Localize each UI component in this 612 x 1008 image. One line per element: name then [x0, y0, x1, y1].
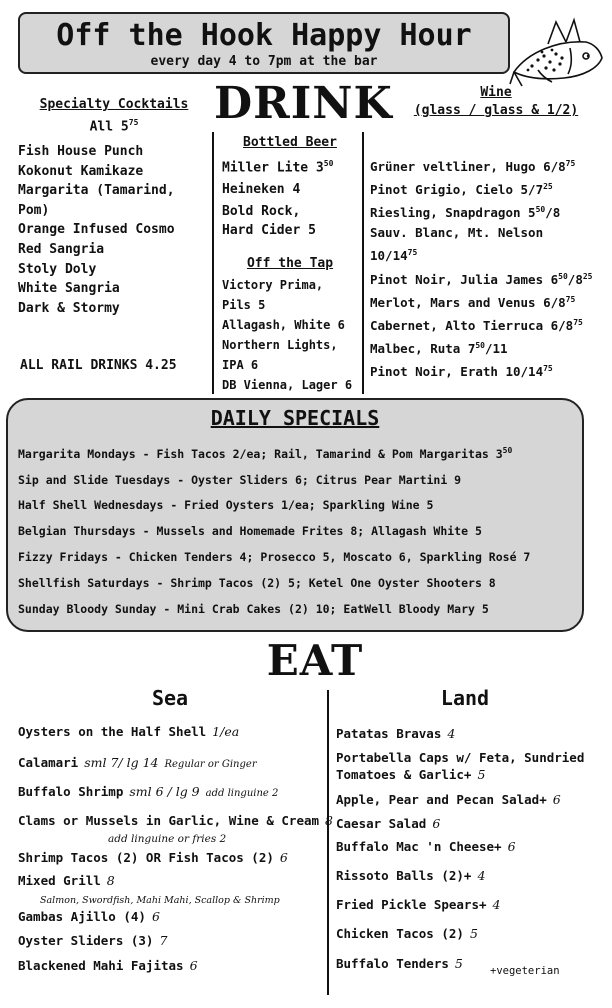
- land-item: [336, 816, 440, 831]
- header-banner: [18, 12, 510, 74]
- eat-heading: EAT: [266, 636, 364, 685]
- special-item-text: Sip and Slide Tuesdays - Oyster Sliders 6; Citrus Pear Martini 9: [18, 472, 462, 487]
- land-item-name: Fried Pickle Spears+: [336, 897, 487, 912]
- price-superscript: 75: [407, 248, 418, 258]
- tap-item: Allagash, White 6: [222, 318, 345, 332]
- special-item-text: Margarita Mondays - Fish Tacos 2/ea; Rail, Tamarind & Pom Margaritas 3: [18, 446, 503, 461]
- cocktail-item: Red Sangria: [18, 241, 105, 257]
- tap-item: Pils 5: [222, 298, 266, 312]
- wine-item: [370, 154, 593, 177]
- land-item-price: 5: [469, 926, 478, 941]
- sea-item: [18, 724, 239, 739]
- sea-item-price: 6: [189, 958, 198, 973]
- price-superscript: 50: [535, 205, 546, 215]
- cocktail-item: Margarita (Tamarind,: [18, 183, 175, 199]
- price-superscript: 50: [323, 159, 334, 168]
- wine-item: [370, 336, 593, 359]
- wine-item-text: Cabernet, Alto Tierruca 6/8: [370, 318, 574, 334]
- cocktails-price-sup: 75: [128, 118, 139, 127]
- sea-item-name: Shrimp Tacos (2) OR Fish Tacos (2): [18, 850, 274, 865]
- special-item: [18, 438, 530, 468]
- special-item-text: Half Shell Wednesdays - Fried Oysters 1/ea; Sparkling Wine 5: [18, 498, 434, 513]
- on-tap-heading: Off the Tap: [246, 256, 334, 271]
- sea-item-price: 6: [279, 850, 288, 865]
- land-item-name: Portabella Caps w/ Feta, Sundried: [336, 750, 585, 765]
- wine-item: [370, 290, 593, 313]
- daily-specials-panel: [6, 398, 584, 632]
- bottled-beer-heading: Bottled Beer: [243, 135, 337, 150]
- price-superscript: 75: [565, 294, 576, 304]
- cocktail-item: Pom): [18, 202, 50, 218]
- sea-item-name: Mixed Grill: [18, 873, 101, 888]
- sea-item: [18, 850, 288, 865]
- wine-item-text: Sauv. Blanc, Mt. Nelson: [370, 225, 544, 241]
- sea-item-name: Calamari: [18, 755, 79, 770]
- beer-item: [222, 202, 333, 222]
- price-superscript: 75: [565, 159, 576, 168]
- wine-subtitle: (glass / glass & 1/2): [413, 103, 579, 118]
- cocktail-item: Stoly Doly: [18, 261, 97, 277]
- special-item-text: Fizzy Fridays - Chicken Tenders 4; Prosecco 5, Moscato 6, Sparkling Rosé 7: [18, 550, 531, 565]
- price-superscript: 50: [558, 271, 568, 281]
- land-item: [336, 868, 485, 883]
- sea-item-price: 1/ea: [212, 724, 240, 739]
- sea-item-note: add linguine 2: [205, 788, 279, 799]
- land-item: [336, 839, 516, 854]
- wine-item-text: Pinot Grigio, Cielo 5/7: [370, 182, 544, 198]
- sea-item-note: Regular or Ginger: [164, 759, 257, 770]
- cocktails-list: [18, 142, 175, 318]
- wine-item-text: 10/14: [370, 248, 408, 264]
- drink-heading: DRINK: [214, 78, 393, 129]
- wine-item-text: /8: [567, 271, 583, 287]
- wine-item: [370, 243, 593, 266]
- wine-item: [370, 177, 593, 200]
- land-item: [336, 792, 561, 807]
- sea-item: [18, 784, 278, 799]
- land-item-name: Patatas Bravas: [336, 726, 442, 741]
- price-superscript: 50: [502, 446, 513, 455]
- special-item-text: Belgian Thursdays - Mussels and Homemade Frites 8; Allagash White 5: [18, 524, 482, 539]
- sea-item-price: sml 6 / lg 9: [129, 784, 200, 799]
- wine-title: Wine: [480, 85, 512, 100]
- wine-item-text: Pinot Noir, Erath 10/14: [370, 364, 544, 380]
- wine-item: [370, 313, 593, 336]
- cocktails-heading: [18, 96, 210, 136]
- sea-item: [18, 813, 333, 828]
- sea-heading: Sea: [151, 686, 189, 710]
- wine-list: [370, 154, 593, 382]
- land-item-price: 4: [492, 897, 501, 912]
- land-item-price: 5: [454, 956, 463, 971]
- sea-item: [18, 909, 160, 924]
- daily-specials-heading: DAILY SPECIALS: [210, 406, 380, 430]
- land-item-price: 6: [552, 792, 561, 807]
- special-item: [18, 493, 530, 519]
- land-item-name: Rissoto Balls (2)+: [336, 868, 472, 883]
- special-item: [18, 468, 530, 494]
- sea-item-name: Buffalo Shrimp: [18, 784, 124, 799]
- wine-item: [370, 200, 593, 223]
- beer-item: [222, 154, 333, 178]
- price-superscript: 75: [543, 364, 553, 374]
- special-item: [18, 597, 530, 623]
- page-subtitle: every day 4 to 7pm at the bar: [150, 54, 378, 69]
- tap-item: Northern Lights,: [222, 338, 338, 352]
- price-superscript: 25: [543, 182, 553, 192]
- sea-item-price: 8: [106, 873, 115, 888]
- land-item-name: Chicken Tacos (2): [336, 926, 464, 941]
- land-item-price: 4: [447, 726, 456, 741]
- wine-item-text: /8: [545, 205, 561, 221]
- clams-note: add linguine or fries 2: [108, 833, 227, 845]
- land-item-name: Buffalo Tenders: [336, 956, 449, 971]
- sea-item-name: Oysters on the Half Shell: [18, 724, 207, 739]
- cocktails-price: [18, 114, 210, 136]
- beer-item-text: Hard Cider 5: [222, 223, 316, 239]
- sea-item-name: Blackened Mahi Fajitas: [18, 958, 184, 973]
- special-item-text: Shellfish Saturdays - Shrimp Tacos (2) 5; Ketel One Oyster Shooters 8: [18, 575, 496, 590]
- land-item-name: Buffalo Mac 'n Cheese+: [336, 839, 502, 854]
- sea-item-price: 8: [325, 813, 333, 828]
- cocktail-item: Kokonut Kamikaze: [18, 163, 144, 179]
- land-item-price: 6: [432, 816, 441, 831]
- sea-item: [18, 755, 257, 770]
- wine-heading: [396, 84, 596, 120]
- wine-item: [370, 267, 593, 290]
- mixed-grill-note: Salmon, Swordfish, Mahi Mahi, Scallop & Shrimp: [40, 895, 280, 906]
- cocktail-item: Fish House Punch: [18, 144, 144, 159]
- page-title: Off the Hook Happy Hour: [56, 18, 472, 53]
- land-item: [336, 767, 485, 782]
- beer-item-text: Bold Rock,: [222, 203, 301, 219]
- price-superscript: 25: [582, 271, 593, 281]
- land-item-name: Apple, Pear and Pecan Salad+: [336, 792, 547, 807]
- beer-item-text: Miller Lite 3: [222, 160, 324, 176]
- special-item-text: Sunday Bloody Sunday - Mini Crab Cakes (2) 10; EatWell Bloody Mary 5: [18, 601, 489, 616]
- wine-item-text: Pinot Noir, Julia James 6: [370, 271, 559, 287]
- special-item: [18, 519, 530, 545]
- rail-drinks: ALL RAIL DRINKS 4.25: [20, 358, 177, 373]
- land-item-price: 5: [477, 767, 486, 782]
- tap-item: IPA 6: [222, 358, 259, 372]
- land-item: [336, 926, 478, 941]
- column-divider: [327, 690, 329, 995]
- sea-item-name: Gambas Ajillo (4): [18, 909, 146, 924]
- sea-item-price: 6: [151, 909, 160, 924]
- cocktails-title: Specialty Cocktails: [39, 97, 189, 112]
- land-item: [336, 897, 500, 912]
- sea-item-price: 7: [159, 933, 168, 948]
- cocktails-price-text: All 5: [89, 119, 129, 135]
- wine-item-text: Malbec, Ruta 7: [370, 341, 476, 357]
- bottled-beer-list: [222, 154, 333, 241]
- land-item: [336, 956, 463, 971]
- wine-item-text: Riesling, Snapdragon 5: [370, 205, 536, 221]
- tap-item: DB Vienna, Lager 6: [222, 378, 353, 392]
- fish-icon: [508, 12, 606, 92]
- cocktail-item: White Sangria: [18, 281, 120, 297]
- land-item-name: Tomatoes & Garlic+: [336, 767, 472, 782]
- special-item: [18, 571, 530, 597]
- sea-item: [18, 933, 167, 948]
- sea-item-name: Oyster Sliders (3): [18, 933, 154, 948]
- wine-item-text: Merlot, Mars and Venus 6/8: [370, 294, 566, 310]
- special-item: [18, 545, 530, 571]
- price-superscript: 50: [475, 341, 485, 351]
- sea-item-price: sml 7/ lg 14: [84, 755, 159, 770]
- land-item-price: 6: [507, 839, 516, 854]
- daily-specials-list: [18, 438, 530, 622]
- beer-item: [222, 180, 333, 200]
- cocktail-item: Orange Infused Cosmo: [18, 222, 175, 238]
- price-superscript: 75: [573, 317, 583, 327]
- column-divider: [212, 132, 214, 394]
- sea-item: [18, 958, 198, 973]
- column-divider: [362, 132, 364, 394]
- wine-item: [370, 359, 593, 382]
- land-item-name: Caesar Salad: [336, 816, 427, 831]
- wine-item-text: Grüner veltliner, Hugo 6/8: [370, 159, 566, 175]
- beer-item: [222, 221, 333, 241]
- wine-item: [370, 223, 593, 243]
- land-heading: Land: [440, 686, 490, 710]
- land-item: [336, 750, 584, 765]
- land-item: [336, 726, 455, 741]
- land-item-price: 4: [477, 868, 486, 883]
- beer-item-text: Heineken 4: [222, 181, 301, 197]
- sea-item: [18, 873, 115, 888]
- sea-item-name: Clams or Mussels in Garlic, Wine & Cream: [18, 813, 320, 828]
- on-tap-list: [222, 275, 352, 395]
- wine-item-text: /11: [485, 341, 508, 357]
- vegetarian-note: +vegeterian: [490, 965, 560, 977]
- cocktail-item: Dark & Stormy: [18, 300, 120, 316]
- tap-item: Victory Prima,: [222, 278, 324, 292]
